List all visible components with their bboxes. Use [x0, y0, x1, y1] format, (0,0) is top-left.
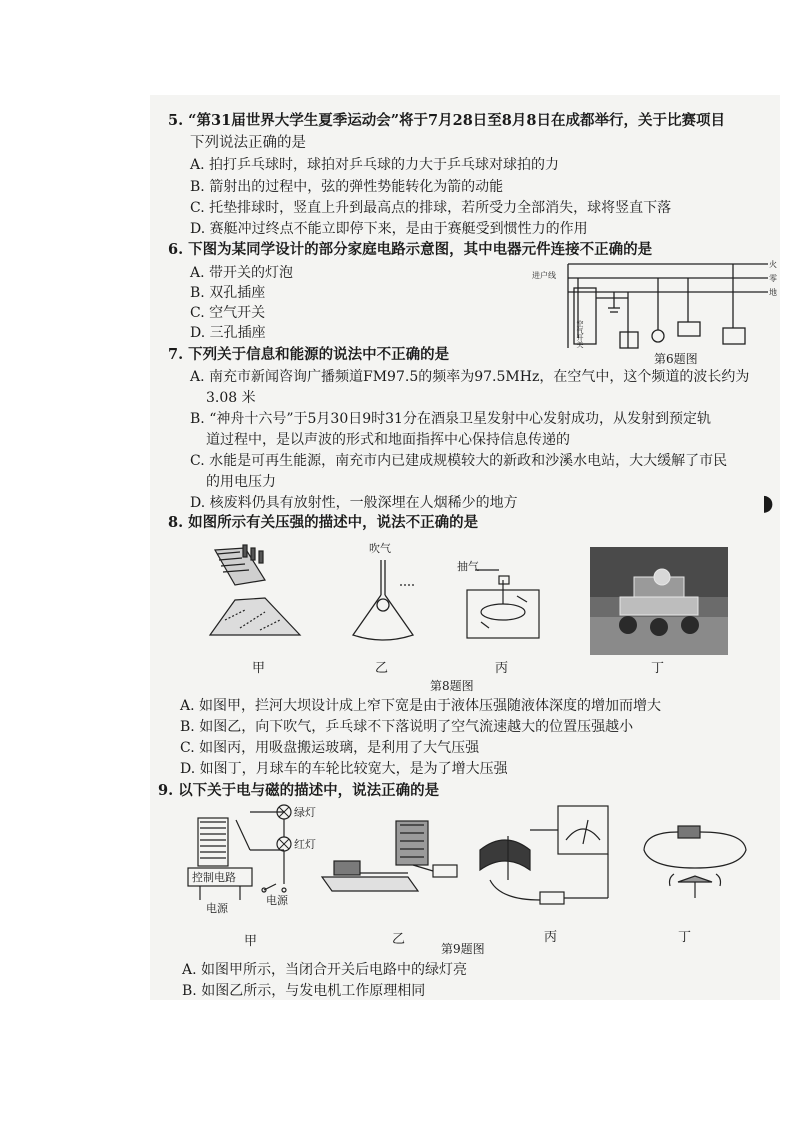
q7-option-a: A. 南充市新闻咨询广播频道FM97.5的频率为97.5MHz，在空气中，这个频道的波长约为 — [190, 369, 750, 385]
q8-label-yi: 乙 — [375, 661, 389, 676]
q8-figure-jia-dam — [205, 540, 305, 640]
q8-label-ding: 丁 — [651, 661, 665, 676]
q7-option-c-cont: 的用电压力 — [206, 474, 276, 490]
q9-jia-red-lamp: 红灯 — [294, 838, 316, 851]
q9-label-ding: 丁 — [678, 930, 692, 945]
q5-stem-line2: 下列说法正确的是 — [190, 135, 306, 151]
q8-label-bing: 丙 — [495, 661, 509, 676]
q6-label-live: 火 — [769, 260, 777, 269]
q8-figure-ding-rover-photo — [590, 547, 728, 655]
q9-jia-power-left: 电源 — [206, 902, 228, 915]
q5-option-d: D. 赛艇冲过终点不能立即停下来，是由于赛艇受到惯性力的作用 — [190, 221, 588, 237]
q9-figure-yi-motor — [318, 815, 463, 910]
q9-label-yi: 乙 — [392, 932, 406, 947]
q9-jia-green-lamp: 绿灯 — [294, 806, 316, 819]
q8-blow-label: 吹气 — [369, 542, 391, 555]
q6-option-c: C. 空气开关 — [190, 305, 266, 321]
q6-figure-label-breaker: 空气开关 — [576, 320, 584, 348]
q9-label-jia: 甲 — [244, 934, 258, 949]
q5-stem-line1: 5. “第31届世界大学生夏季运动会”将于7月28日至8月8日在成都举行，关于比赛项目 — [168, 112, 725, 129]
q9-figure-ding-solenoid — [640, 820, 750, 905]
q8-option-d: D. 如图丁，月球车的车轮比较宽大，是为了增大压强 — [180, 761, 508, 777]
q9-label-bing: 丙 — [544, 930, 558, 945]
q6-stem: 6. 下图为某同学设计的部分家庭电路示意图，其中电器元件连接不正确的是 — [168, 241, 653, 258]
q7-option-d: D. 核废料仍具有放射性，一般深埋在人烟稀少的地方 — [190, 495, 518, 511]
q8-option-c: C. 如图丙，用吸盘搬运玻璃，是利用了大气压强 — [180, 740, 480, 756]
q8-figure-yi-funnel — [345, 540, 420, 645]
q7-stem: 7. 下列关于信息和能源的说法中不正确的是 — [168, 346, 450, 363]
q9-figure-caption: 第9题图 — [441, 942, 485, 956]
q8-option-a: A. 如图甲，拦河大坝设计成上窄下宽是由于液体压强随液体深度的增加而增大 — [180, 698, 662, 714]
q6-label-earth: 地 — [769, 288, 777, 297]
q7-option-b: B. “神舟十六号”于5月30日9时31分在酒泉卫星发射中心发射成功，从发射到预定轨 — [190, 411, 711, 427]
q9-option-b: B. 如图乙所示，与发电机工作原理相同 — [182, 983, 426, 999]
q5-option-b: B. 箭射出的过程中，弦的弹性势能转化为箭的动能 — [190, 179, 504, 195]
scan-edge-mark: ◗ — [762, 490, 774, 516]
q6-circuit-figure — [528, 258, 776, 364]
q6-label-neutral: 零 — [769, 274, 777, 283]
q5-option-a: A. 拍打乒乓球时，球拍对乒乓球的力大于乒乓球对球拍的力 — [190, 157, 560, 173]
q9-option-a: A. 如图甲所示，当闭合开关后电路中的绿灯亮 — [182, 962, 468, 978]
q8-figure-bing-suction — [455, 560, 550, 645]
q6-figure-caption: 第6题图 — [654, 352, 698, 366]
q6-figure-label-in: 进户线 — [532, 271, 556, 280]
q8-option-b: B. 如图乙，向下吹气，乒乓球不下落说明了空气流速越大的位置压强越小 — [180, 719, 634, 735]
q8-figure-caption: 第8题图 — [430, 679, 474, 693]
q9-jia-control-circuit: 控制电路 — [192, 871, 236, 884]
q8-label-jia: 甲 — [252, 661, 266, 676]
q7-option-a-cont: 3.08 米 — [206, 390, 256, 406]
q7-option-b-cont: 道过程中，是以声波的形式和地面指挥中心保持信息传递的 — [206, 432, 570, 448]
q9-figure-jia-relay — [180, 800, 320, 918]
q7-option-c: C. 水能是可再生能源，南充市内已建成规模较大的新政和沙溪水电站，大大缓解了市民 — [190, 453, 728, 469]
q8-stem: 8. 如图所示有关压强的描述中，说法不正确的是 — [168, 514, 479, 531]
q6-option-a: A. 带开关的灯泡 — [190, 265, 294, 281]
q9-figure-bing-generator — [470, 800, 620, 915]
q8-pump-label: 抽气 — [457, 560, 479, 573]
q9-stem: 9. 以下关于电与磁的描述中，说法正确的是 — [158, 782, 440, 799]
q6-option-d: D. 三孔插座 — [190, 325, 266, 341]
q5-option-c: C. 托垫排球时，竖直上升到最高点的排球，若所受力全部消失，球将竖直下落 — [190, 200, 672, 216]
q9-jia-power-right: 电源 — [266, 894, 288, 907]
q6-option-b: B. 双孔插座 — [190, 285, 266, 301]
